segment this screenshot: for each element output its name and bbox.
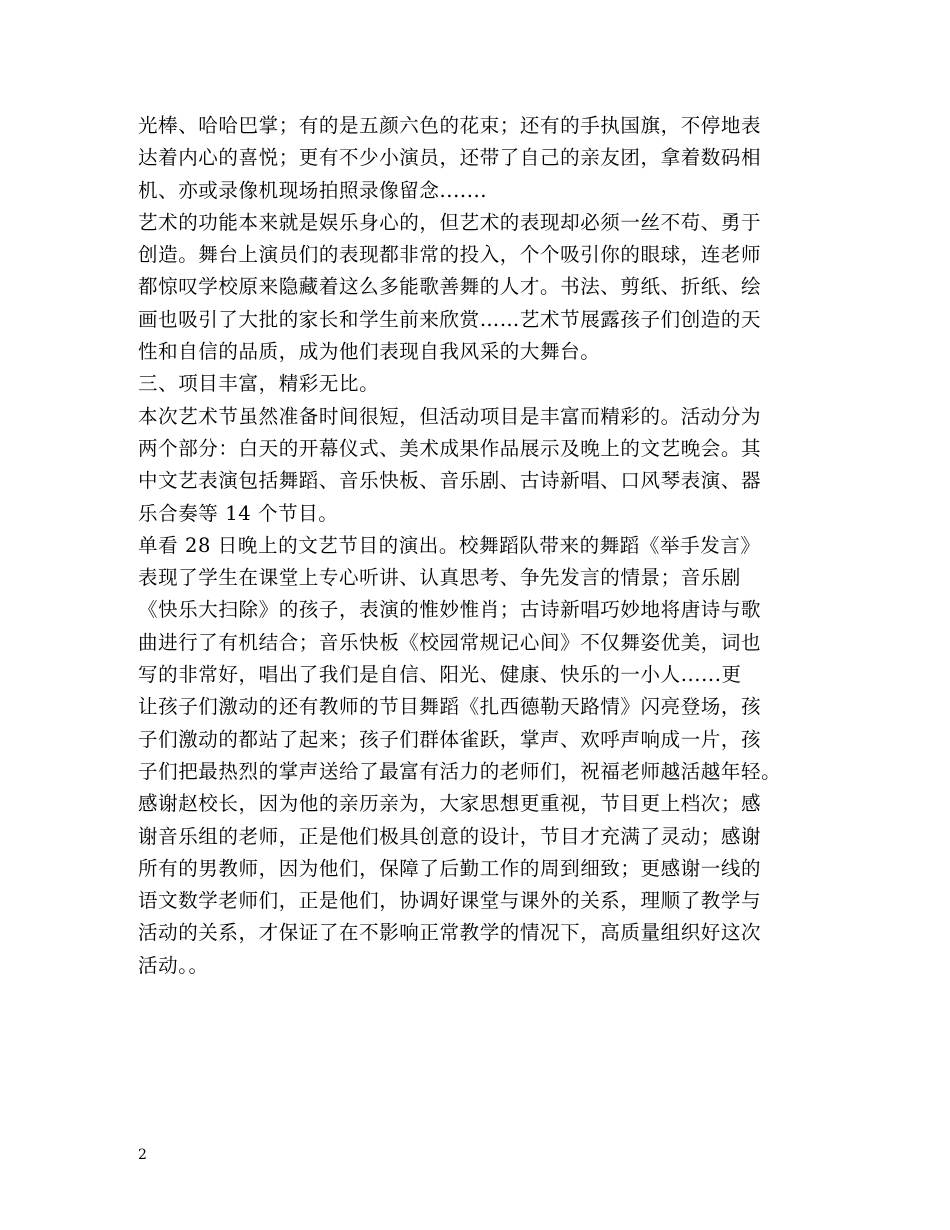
text-line: 感谢赵校长，因为他的亲历亲为，大家思想更重视，节目更上档次；感 <box>138 792 762 816</box>
text-line: 子们把最热烈的掌声送给了最富有活力的老师们，祝福老师越活越年轻。 <box>138 759 782 783</box>
text-line: 单看 28 日晚上的文艺节目的演出。校舞蹈队带来的舞蹈《举手发言》 <box>138 533 761 557</box>
body-text <box>138 110 828 982</box>
text-line: 机、亦或录像机现场拍照录像留念....... <box>138 178 488 202</box>
text-line: 都惊叹学校原来隐藏着这么多能歌善舞的人才。书法、剪纸、折纸、绘 <box>138 275 762 299</box>
text-line: 写的非常好，唱出了我们是自信、阳光、健康、快乐的一小人......更 <box>138 663 742 687</box>
text-line: 子们激动的都站了起来；孩子们群体雀跃，掌声、欢呼声响成一片，孩 <box>138 727 762 751</box>
text-line: 中文艺表演包括舞蹈、音乐快板、音乐剧、古诗新唱、口风琴表演、器 <box>138 469 762 493</box>
text-line: 画也吸引了大批的家长和学生前来欣赏……艺术节展露孩子们创造的天 <box>138 307 762 331</box>
text-line: 活动的关系，才保证了在不影响正常教学的情况下，高质量组织好这次 <box>138 921 762 945</box>
text-line: 本次艺术节虽然准备时间很短，但活动项目是丰富而精彩的。活动分为 <box>138 404 762 428</box>
section-heading: 三、项目丰富，精彩无比。 <box>138 372 380 396</box>
text-line: 《快乐大扫除》的孩子，表演的惟妙惟肖；古诗新唱巧妙地将唐诗与歌 <box>138 598 762 622</box>
text-line: 两个部分：白天的开幕仪式、美术成果作品展示及晚上的文艺晚会。其 <box>138 436 762 460</box>
text-line: 光棒、哈哈巴掌；有的是五颜六色的花束；还有的手执国旗，不停地表 <box>138 114 762 137</box>
text-line: 所有的男教师，因为他们，保障了后勤工作的周到细致；更感谢一线的 <box>138 856 762 880</box>
text-line: 性和自信的品质，成为他们表现自我风采的大舞台。 <box>138 340 601 364</box>
text-line: 活动。。 <box>138 953 209 977</box>
text-line: 语文数学老师们，正是他们，协调好课堂与课外的关系，理顺了教学与 <box>138 889 762 913</box>
text-line: 让孩子们激动的还有教师的节目舞蹈《扎西德勒天路情》闪亮登场，孩 <box>138 695 762 719</box>
text-line: 表现了学生在课堂上专心听讲、认真思考、争先发言的情景；音乐剧 <box>138 566 742 590</box>
text-line: 曲进行了有机结合；音乐快板《校园常规记心间》不仅舞姿优美，词也 <box>138 630 762 654</box>
page-number: 2 <box>138 1147 147 1163</box>
text-line: 达着内心的喜悦；更有不少小演员，还带了自己的亲友团，拿着数码相 <box>138 146 762 170</box>
text-line: 谢音乐组的老师，正是他们极具创意的设计，节目才充满了灵动；感谢 <box>138 824 762 848</box>
text-line: 艺术的功能本来就是娱乐身心的，但艺术的表现却必须一丝不苟、勇于 <box>138 210 762 234</box>
text-line: 乐合奏等 14 个节目。 <box>138 501 339 525</box>
text-line: 创造。舞台上演员们的表现都非常的投入，个个吸引你的眼球，连老师 <box>138 243 762 267</box>
